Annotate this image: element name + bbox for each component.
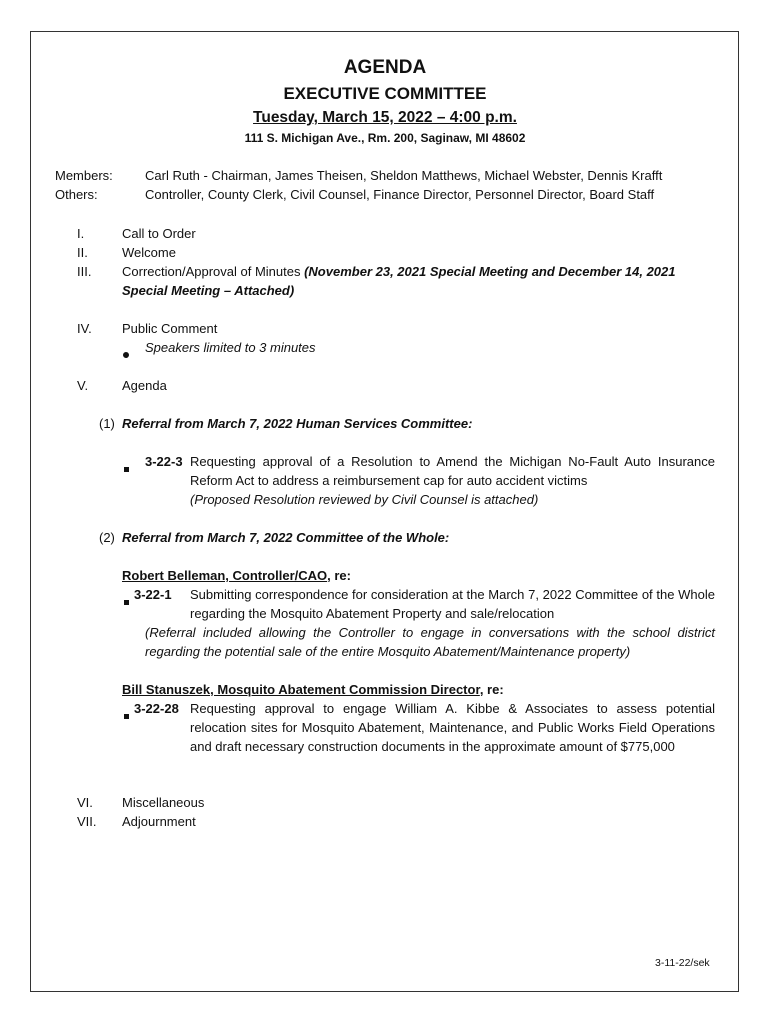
- meeting-date: Tuesday, March 15, 2022 – 4:00 p.m.: [253, 109, 517, 126]
- public-comment-note: Speakers limited to 3 minutes: [145, 340, 316, 355]
- referral-title: Referral from March 7, 2022 Committee of the Whole:: [122, 530, 450, 545]
- others-list: Controller, County Clerk, Civil Counsel, Finance Director, Personnel Director, Board Staff: [145, 187, 655, 202]
- item-public-comment: Public Comment: [122, 321, 218, 336]
- square-bullet-icon: [124, 459, 129, 477]
- referral-title: Referral from March 7, 2022 Human Services Committee:: [122, 416, 473, 431]
- square-bullet-icon: [124, 706, 129, 724]
- committee-name: EXECUTIVE COMMITTEE: [283, 84, 487, 103]
- square-bullet-icon: [124, 592, 129, 610]
- submitter-heading: [122, 566, 351, 585]
- resolution-note: (Referral included allowing the Controller to engage in conversations with the school district regarding the potential sale of the entire Mosquito Abatement/Maintenance property): [145, 625, 715, 659]
- item-number: VII.: [77, 814, 97, 829]
- item-minutes-detail-cont: Special Meeting – Attached): [122, 283, 295, 298]
- item-adjournment: Adjournment: [122, 814, 196, 829]
- item-minutes-text: Correction/Approval of Minutes: [122, 264, 305, 279]
- submitter-suffix: , re:: [479, 682, 504, 697]
- item-minutes: [122, 262, 676, 281]
- members-label: Members:: [55, 168, 113, 183]
- resolution-code: 3-22-28: [134, 701, 179, 716]
- submitter-name: Bill Stanuszek, Mosquito Abatement Commission Director: [122, 682, 480, 697]
- submitter-suffix: , re:: [327, 568, 351, 583]
- resolution-note: (Proposed Resolution reviewed by Civil Counsel is attached): [190, 492, 539, 507]
- resolution-code: 3-22-1: [134, 587, 172, 602]
- bullet-icon: [123, 345, 129, 363]
- item-miscellaneous: Miscellaneous: [122, 795, 205, 810]
- others-label: Others:: [55, 187, 98, 202]
- referral-number: (1): [99, 416, 115, 431]
- item-minutes-detail: (November 23, 2021 Special Meeting and December 14, 2021: [304, 264, 676, 279]
- item-number: V.: [77, 378, 89, 393]
- item-agenda: Agenda: [122, 378, 167, 393]
- document-title: AGENDA: [343, 57, 427, 78]
- item-number: I.: [77, 226, 85, 241]
- item-number: VI.: [77, 795, 93, 810]
- footer-code: 3-11-22/sek: [655, 957, 710, 969]
- referral-number: (2): [99, 530, 115, 545]
- members-list: Carl Ruth - Chairman, James Theisen, Sheldon Matthews, Michael Webster, Dennis Krafft: [145, 168, 663, 183]
- item-number: III.: [77, 264, 92, 279]
- resolution-text: Requesting approval of a Resolution to Amend the Michigan No-Fault Auto Insurance Reform Act to address a reimbursement cap for auto accident victims: [190, 454, 715, 488]
- resolution-text: Requesting approval to engage William A. Kibbe & Associates to assess potential relocation sites for Mosquito Abatement, Maintenance, and Public Works Field Operations and draft necessary construction documents in the approximate amount of $775,000: [190, 701, 715, 754]
- submitter-name: Robert Belleman, Controller/CAO: [122, 568, 328, 583]
- submitter-heading: [122, 680, 504, 699]
- meeting-address: 111 S. Michigan Ave., Rm. 200, Saginaw, MI 48602: [244, 131, 526, 145]
- item-call-to-order: Call to Order: [122, 226, 196, 241]
- resolution-code: 3-22-3: [145, 454, 183, 469]
- item-number: II.: [77, 245, 88, 260]
- item-welcome: Welcome: [122, 245, 176, 260]
- resolution-text: Submitting correspondence for consideration at the March 7, 2022 Committee of the Whole regarding the Mosquito Abatement Property and sale/relocation: [190, 587, 715, 621]
- item-number: IV.: [77, 321, 92, 336]
